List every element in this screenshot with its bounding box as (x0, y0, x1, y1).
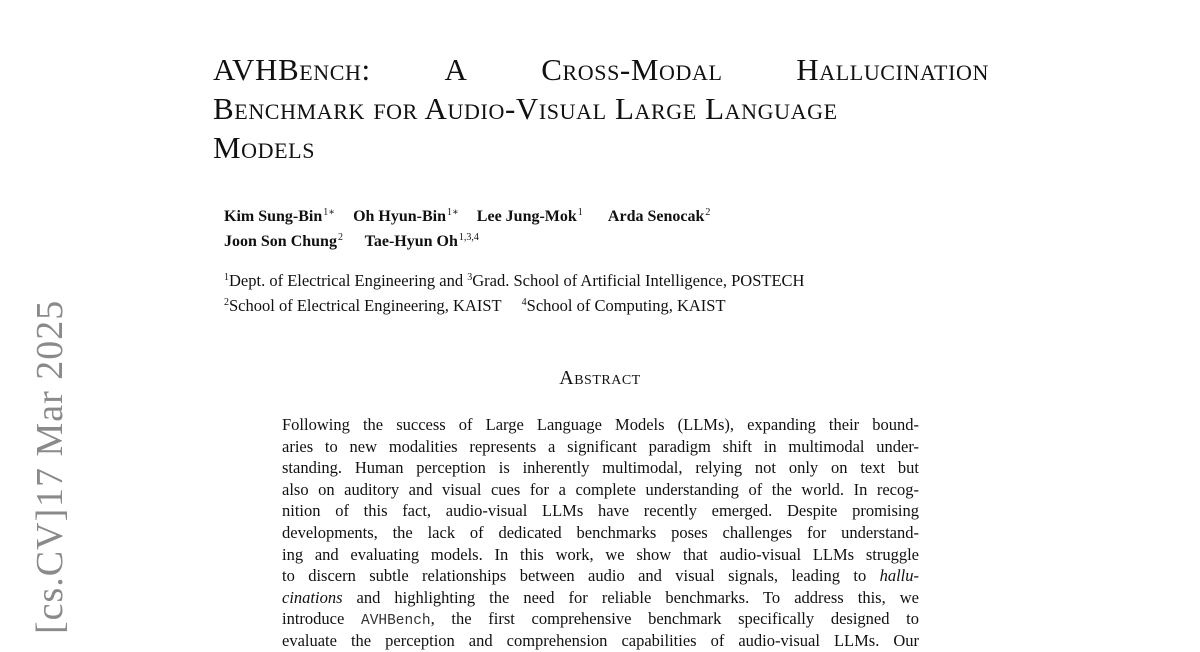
arxiv-date: 17 Mar 2025 (29, 300, 71, 508)
affiliations (224, 267, 804, 317)
abstract-line: also on auditory and visual cues for a complete understanding of the world. In recog- (282, 479, 919, 499)
paper-title (213, 50, 989, 167)
author: Tae-Hyun Oh$^{1,3,4}$ (364, 232, 479, 250)
title-line-3: Models (213, 130, 316, 165)
author-list (224, 202, 724, 252)
abstract-line: aries to new modalities represents a significant paradigm shift in multimodal under- (282, 436, 919, 456)
author: Kim Sung-Bin$^{1∗}$ (224, 207, 336, 225)
author-row (224, 227, 724, 252)
arxiv-category: [cs.CV] (29, 507, 71, 634)
arxiv-side-stamp (28, 300, 72, 650)
abstract-line: standing. Human perception is inherently multimodal, relying not only on text but (282, 458, 919, 478)
abstract-line: evaluate the perception and comprehension capabilities of audio-visual LLMs. Our (282, 630, 919, 650)
title-line-1: AVHBench: A Cross-Modal Hallucination (213, 52, 989, 87)
author: Lee Jung-Mok$^1$ (476, 207, 583, 225)
benchmark-name: AVHBench (361, 613, 431, 630)
abstract-line: Following the success of Large Language Models (LLMs), expanding their bound- (282, 415, 919, 434)
abstract-line: to discern subtle relationships between audio and visual signals, leading to hallu- (282, 566, 919, 586)
title-line-2: Benchmark for Audio-Visual Large Language (213, 91, 838, 126)
abstract-line: developments, the lack of dedicated benchmarks poses challenges for understand- (282, 522, 919, 542)
abstract-line: cinations and highlighting the need for reliable benchmarks. To address this, we (282, 587, 919, 607)
abstract-line: nition of this fact, audio-visual LLMs have recently emerged. Despite promising (282, 501, 919, 521)
affiliation-line: $^2$School of Electrical Engineering, KAIST $^4$School of Computing, KAIST (224, 296, 726, 315)
author: Joon Son Chung$^2$ (224, 232, 343, 250)
abstract-heading: Abstract (559, 367, 641, 389)
abstract-line: introduce AVHBench, the first comprehensive benchmark specifically designed to (282, 609, 919, 630)
author: Arda Senocak$^2$ (607, 207, 711, 225)
author: Oh Hyun-Bin$^{1∗}$ (353, 207, 459, 225)
author-row (224, 202, 724, 227)
affiliation-line: $^1$Dept. of Electrical Engineering and $^3$Grad. School of Artificial Intelligence, POSTECH (224, 271, 805, 290)
abstract-body (282, 414, 919, 652)
abstract-line: ing and evaluating models. In this work, we show that audio-visual LLMs struggle (282, 544, 919, 564)
